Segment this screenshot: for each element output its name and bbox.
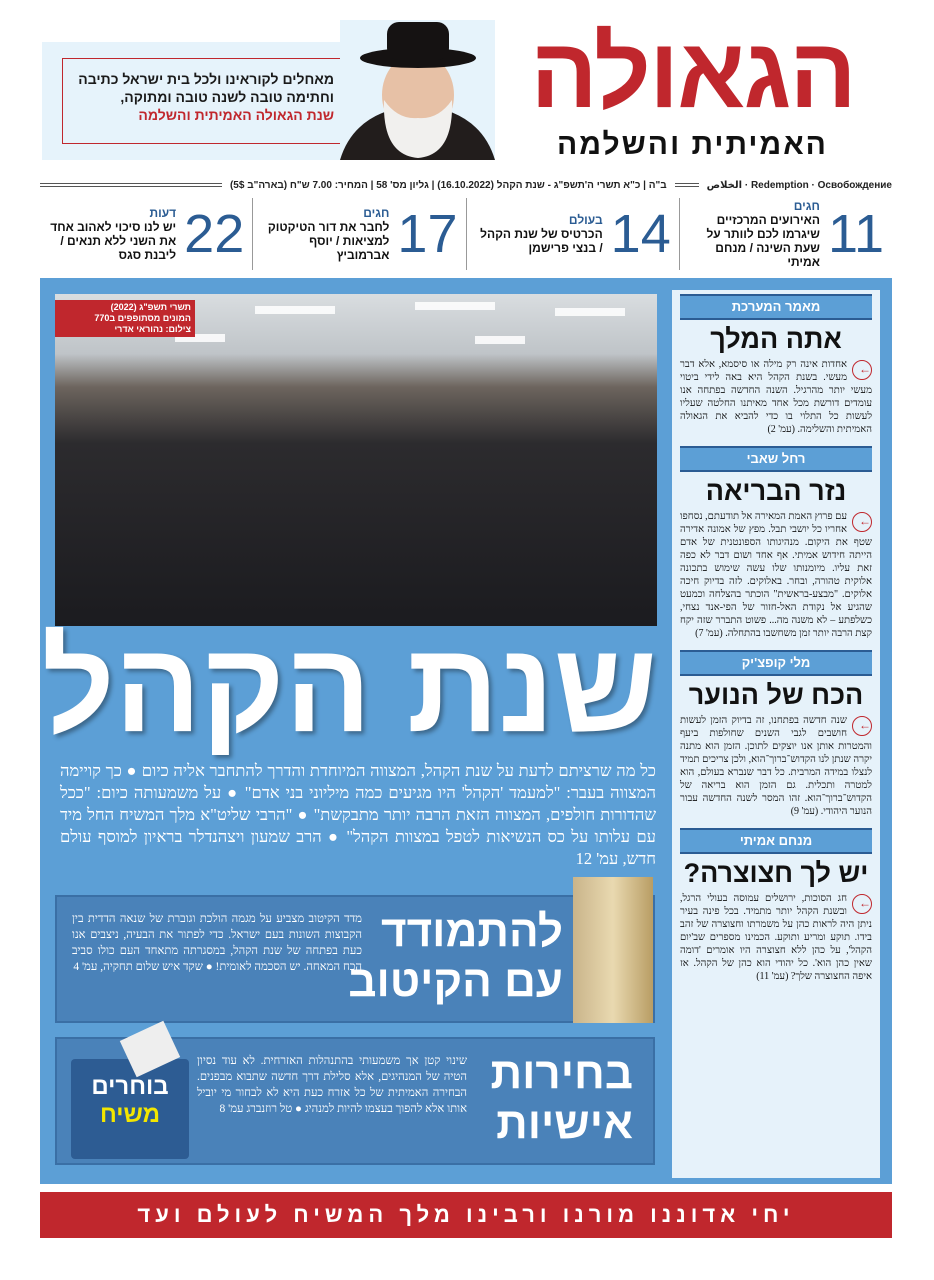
opinion-sidebar (672, 290, 880, 1178)
arrow-left-icon: ← (852, 512, 872, 532)
teaser-page: 22 (184, 204, 245, 264)
arrow-left-icon: ← (852, 360, 872, 380)
arrow-left-icon: ← (852, 716, 872, 736)
story-body: מדד הקיטוב מצביע על מגמה הולכת וגוברת של שנאה הדדית בין הקבוצות השונות בעם ישראל. כדי לפתור את הבעיה, ניצבים אנו כעת בפתחה של שנת הקהל, במסגרתה מתאחד העם כולו סביב הכח המאחה. יש הסכמה לאומית! ● שקד איש שלום תחקיה, עמ' 4 (72, 913, 362, 973)
teaser-page: 17 (397, 204, 458, 264)
column-body: שנה חדשה בפתחנו, זה בדיוק הזמן לעשות חושבים לגבי השנים שחולפות ביעף והמטרות אותן אנו יוצקים לתוכן. הזמן הוא מתנה יקרה שנתן לנו הקדוש־ברוך־הוא, ולכן צריכים תמיד לנצלו במידה המרבית. כל דבר שנברא בעולם, הוא למטרה ותכלית. גם הזמן הוא בריאה של הקדוש־ברוך־הוא. זהו המסר לשנה החדשה עבור הנוער היהודי. (עמ' 9) (680, 715, 872, 817)
greeting-text (68, 70, 334, 124)
opinion-column[interactable] (680, 294, 872, 436)
main-headline: שנת הקהל (41, 616, 657, 759)
photo-caption (55, 300, 195, 337)
teaser[interactable] (466, 198, 679, 270)
teaser-category: בעולם (568, 213, 603, 227)
main-lead: כל מה שרציתם לדעת על שנת הקהל, המצווה המיוחדת והדרך להתחבר אליה כיום ● כך קויימה המצווה בעבר: "למעמד 'הקהל' היו מגיעים כמה מיליוני בני אדם" ● על משמעותה כיום: "ככל שהדורות חולפים, המצווה הזאת הרבה יותר מתבקשת" ● "הרבי שליט"א מלך המשיח החל מיד עם עלותו על כס הנשיאות לטפל במצוות הקהל" ● הרב שמעון ויצהנדלר בראיון למוסף עולם חדש, עמ' 12 (60, 761, 656, 868)
column-author: מלי קופצ'יק (680, 650, 872, 676)
teaser[interactable] (40, 198, 252, 270)
ballot-word: משיח (99, 1101, 161, 1128)
languages: الخلاص · Redemption · Освобождение (706, 179, 892, 191)
issue-details: ב"ה | כ"א תשרי ה'תשפ"ג - שנת הקהל (16.10.2022) | גליון מס' 58 | המחיר: 7.00 ש"ח (בארה"ב 5$) (229, 179, 667, 191)
column-title: יש לך חצוצרה? (683, 858, 869, 888)
arrow-left-icon: ← (852, 894, 872, 914)
opinion-column[interactable] (680, 446, 872, 640)
column-author: רחל שאבי (680, 446, 872, 472)
temple-image (573, 877, 653, 1023)
greeting-line-red: שנת הגאולה האמיתית והשלמה (138, 107, 334, 123)
story-body: שינוי קטן אך משמעותי בהתנהלות האזרחית. לא עוד נסיון הטיה של המנהיגים, אלא סלילת דרך חדשה שתבוא מבפנים. הבחירה האמיתית של כל אזרח כעת היא לא לבחור מי יוביל אותו אלא להפוך בעצמו להיות למנהיג ● טל רוזנברג עמ' 8 (197, 1055, 467, 1115)
opinion-column[interactable] (680, 828, 872, 983)
teaser-text: לחבר את דור הטיקטוק למציאות / יוסף אברמוביץ (267, 220, 390, 262)
opinion-column[interactable] (680, 650, 872, 818)
teasers-row (40, 198, 892, 270)
greeting-line: וחתימה טובה לשנה טובה ומתוקה, (120, 89, 334, 105)
teaser-text: האירועים המרכזיים שיגרמו לכם לוותר על שעת השינה / מנחם אמיתי (706, 213, 820, 269)
caption-line: המונים מסתופפים ב770 (94, 313, 191, 323)
teaser-category: חגים (363, 206, 390, 220)
caption-credit: צילום: נהוראי אדרי (114, 324, 191, 334)
column-title: אתה המלך (710, 324, 842, 354)
story-box-polarization[interactable] (55, 895, 655, 1023)
teaser[interactable] (679, 198, 892, 270)
masthead-subtitle: האמיתית והשלמה (557, 128, 828, 161)
teaser-text: יש לנו סיכוי לאהוב אחד את השני ללא תנאים / ליבנת סגס (50, 220, 177, 262)
masthead-logo: הגאולה (530, 17, 855, 129)
story-title: בחירות אישיות (490, 1049, 633, 1148)
teaser-category: דעות (149, 206, 177, 220)
column-title: הכח של הנוער (688, 680, 864, 710)
column-body: חג הסוכות, ירושלים עמוסה בעולי הרגל, ובשנת הקהל יותר מתמיד. בכל פינה בעיר ניתן היה לראות כהן על משמרתו וחצוצרה של זהב בידו. תוקע ומריע ותוקע. הכמינו מספרים שב'יום הקהל', על כהן ללא חצוצרה היו אומרים 'דומה שאין כהן הוא'. כל יהודי הוא כהן של הקהל. אז איפה החצוצרה שלך? (עמ' 11) (680, 893, 872, 982)
crowd-photo (55, 294, 657, 626)
divider (675, 183, 699, 187)
rebbe-portrait (340, 20, 495, 160)
column-body: אחדות אינה רק מילה או סיסמא, אלא דבר מעשי. בשנת הקהל היא באה לידי ביטוי מעשי יותר מהרגיל. השנה החדשה בפתחה אנו עומדים דורשת מכל אחד מאיתנו החלטה שעליו לעשות כל התלוי בו כדי להביא את הגאולה האמיתית והשלימה. (עמ' 2) (680, 359, 872, 435)
teaser-page: 11 (827, 204, 884, 264)
column-body: עם פרוץ האמת המאירה אל תודעתם, נסחפו אחריו כל יושבי תבל. מפץ של אמונה אדירה שטף את היקום. מנהיגותו הספונטנית של אדם הייתה חידוש אמיתי. אף אחד ושום דבר לא כפה זאת עליו. מיומנותו שלו עשה שימוש בתכונה אלוקית טהורה, ובחר. באלוקים. לזה בדיוק חיכה אלוקים. "מבצע-בראשית" הוכתר בהצלחה וכמעט שהגיע אל נקודת האל-חזור של הפי-אנד נצחי, כשלפתע – לא משנה מה... פשוט התברר שזה יקח קצת הרבה יותר זמן משחשבו בהתחלה. (עמ' 7) (680, 511, 872, 639)
teaser-category: חגים (793, 199, 820, 213)
footer-banner: יחי אדוננו מורנו ורבינו מלך המשיח לעולם ועד (40, 1192, 892, 1238)
column-author: מאמר המערכת (680, 294, 872, 320)
teaser-text: הכרטיס של שנת הקהל / בנצי פרישמן (480, 227, 603, 255)
story-box-elections[interactable] (55, 1037, 655, 1165)
ballot-word: בוחרים (91, 1073, 169, 1100)
story-title: להתמודד עם הקיטוב (348, 907, 563, 1006)
column-title: נזר הבריאה (705, 476, 847, 506)
divider (40, 183, 222, 187)
ballot-box-image (71, 1059, 189, 1159)
teaser-page: 14 (610, 204, 671, 264)
teaser[interactable] (252, 198, 465, 270)
issue-info-line (40, 177, 892, 193)
greeting-line: מאחלים לקוראינו ולכל בית ישראל כתיבה (78, 71, 334, 87)
column-author: מנחם אמיתי (680, 828, 872, 854)
caption-line: תשרי תשפ"ג (2022) (110, 302, 191, 312)
